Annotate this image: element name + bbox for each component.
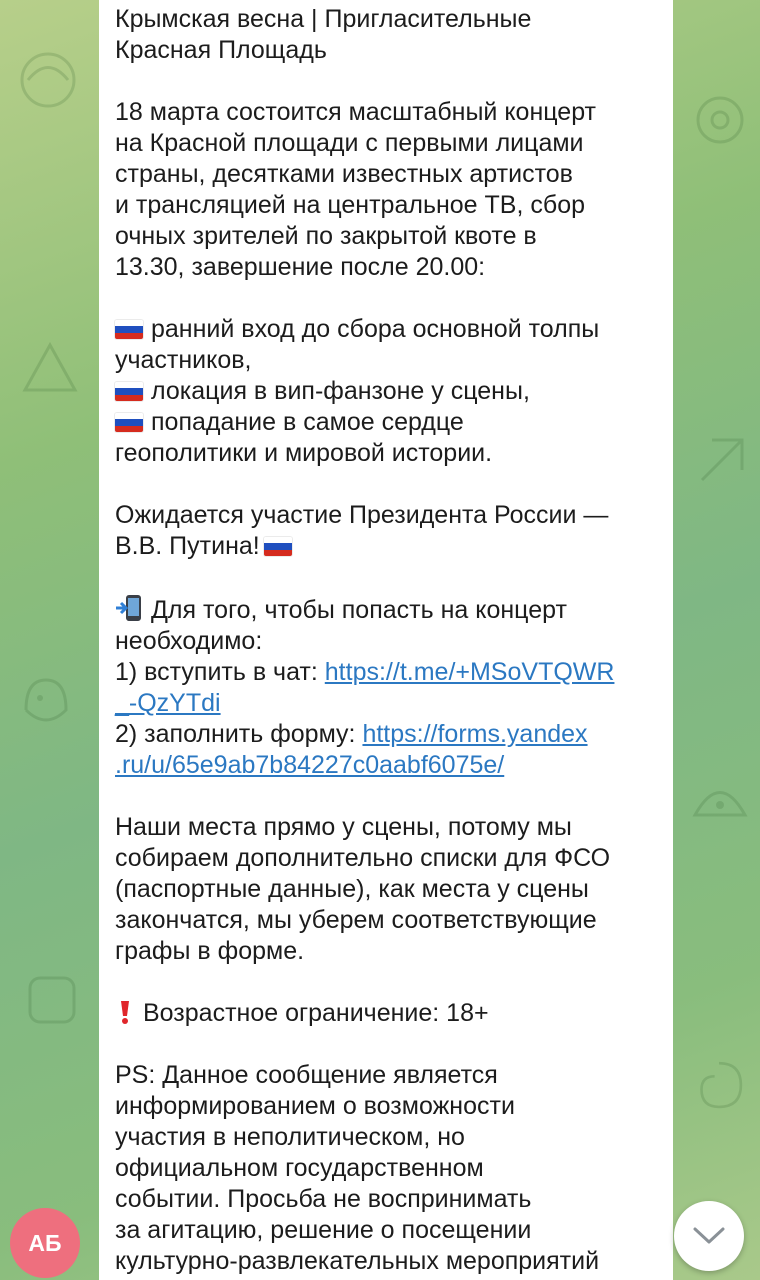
russia-flag-icon	[115, 413, 143, 432]
doodle-icon	[6, 660, 86, 740]
message-line: Ожидается участие Президента России —	[115, 501, 609, 529]
message-line: В.В. Путина!	[115, 531, 657, 562]
message-line: 1) вступить в чат: https://t.me/+MSoVTQWR	[115, 658, 615, 686]
doodle-icon	[8, 40, 88, 120]
message-line: графы в форме.	[115, 937, 305, 965]
russia-flag-icon	[115, 382, 143, 401]
message-line: информированием о возможности	[115, 1092, 515, 1120]
message-line: попадание в самое сердце	[115, 407, 657, 438]
message-line: собираем дополнительно списки для ФСО	[115, 844, 611, 872]
chevron-down-icon	[692, 1226, 726, 1246]
message-line: Возрастное ограничение: 18+	[115, 998, 657, 1029]
message-line: официальном государственном	[115, 1154, 484, 1182]
chat-invite-link[interactable]: https://t.me/+MSoVTQWR	[324, 658, 615, 686]
doodle-icon	[684, 1050, 754, 1120]
message-line	[115, 750, 657, 781]
message-line: очных зрителей по закрытой квоте в	[115, 222, 537, 250]
message-line: участия в неполитическом, но	[115, 1123, 465, 1151]
red-exclamation-icon	[119, 1000, 131, 1024]
message-line: на Красной площади с первыми лицами	[115, 129, 584, 157]
message-line: Наши места прямо у сцены, потому мы	[115, 813, 572, 841]
doodle-icon	[12, 960, 92, 1040]
message-bubble	[99, 0, 673, 1280]
mobile-phone-arrow-icon	[115, 593, 145, 623]
russia-flag-icon	[264, 537, 292, 556]
doodle-icon	[682, 420, 760, 500]
doodle-icon	[680, 80, 760, 160]
message-line: 2) заполнить форму: https://forms.yandex	[115, 720, 588, 748]
message-line: Для того, чтобы попасть на концерт	[115, 593, 657, 626]
message-line: необходимо:	[115, 627, 263, 655]
message-line: за агитацию, решение о посещении	[115, 1216, 532, 1244]
message-line: 18 марта состоится масштабный концерт	[115, 98, 596, 126]
message-line: 13.30, завершение после 20.00:	[115, 253, 486, 281]
message-line: Красная Площадь	[115, 36, 327, 64]
russia-flag-icon	[115, 320, 143, 339]
message-line	[115, 688, 657, 719]
message-line: закончатся, мы уберем соответствующие	[115, 906, 597, 934]
message-line: участников,	[115, 346, 252, 374]
chat-invite-link[interactable]: _-QzYTdi	[115, 689, 221, 717]
yandex-form-link[interactable]: https://forms.yandex	[362, 720, 588, 748]
scroll-down-button[interactable]	[674, 1201, 744, 1271]
doodle-icon	[680, 760, 760, 840]
avatar[interactable]	[10, 1208, 80, 1278]
message-line: (паспортные данные), как места у сцены	[115, 875, 589, 903]
yandex-form-link[interactable]: .ru/u/65e9ab7b84227c0aabf6075e/	[115, 751, 505, 779]
message-line: ранний вход до сбора основной толпы	[115, 314, 657, 345]
message-line: геополитики и мировой истории.	[115, 439, 493, 467]
message-line: культурно-развлекательных мероприятий	[115, 1247, 600, 1275]
message-text	[115, 4, 657, 1277]
avatar-initials: АБ	[28, 1229, 62, 1256]
message-line: PS: Данное сообщение является	[115, 1061, 498, 1089]
message-line: событии. Просьба не воспринимать	[115, 1185, 532, 1213]
message-line: и трансляцией на центральное ТВ, сбор	[115, 191, 585, 219]
message-line: Крымская весна | Пригласительные	[115, 5, 532, 33]
message-line: страны, десятками известных артистов	[115, 160, 573, 188]
message-line: локация в вип-фанзоне у сцены,	[115, 376, 657, 407]
doodle-icon	[10, 330, 90, 410]
